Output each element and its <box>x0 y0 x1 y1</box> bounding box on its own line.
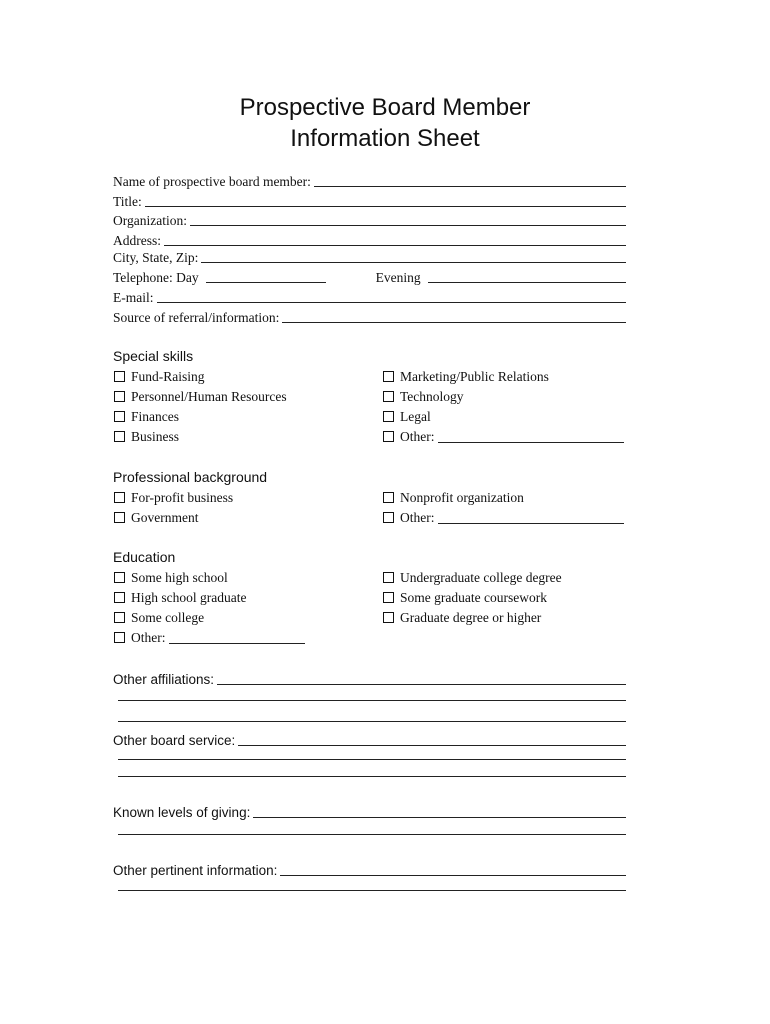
education-undergraduate-option[interactable] <box>383 569 562 586</box>
option-label: Some graduate coursework <box>400 590 547 605</box>
checkbox-icon[interactable] <box>383 592 394 603</box>
education-other-option[interactable] <box>114 629 305 646</box>
other-pertinent-label: Other pertinent information: <box>113 863 278 878</box>
education-other-field[interactable] <box>169 631 305 644</box>
option-label: Marketing/Public Relations <box>400 369 549 384</box>
title-row <box>113 190 626 210</box>
option-label: Legal <box>400 409 431 424</box>
option-label: Other: <box>131 630 166 645</box>
education-high-school-graduate-option[interactable] <box>114 589 246 606</box>
skill-marketing-option[interactable] <box>383 368 549 385</box>
option-label: Some college <box>131 610 205 625</box>
email-field[interactable] <box>157 301 627 303</box>
special-skills-heading: Special skills <box>113 348 194 364</box>
name-field[interactable] <box>314 185 626 187</box>
option-label: Technology <box>400 389 464 404</box>
city-row <box>113 246 626 266</box>
email-label: E-mail: <box>113 290 154 305</box>
option-label: Some high school <box>131 570 228 585</box>
title-label: Title: <box>113 194 142 209</box>
education-heading: Education <box>113 549 176 565</box>
background-for-profit-option[interactable] <box>114 489 233 506</box>
skill-fund-raising-option[interactable] <box>114 368 205 385</box>
option-label: For-profit business <box>131 490 234 505</box>
option-label: Government <box>131 510 199 525</box>
background-nonprofit-option[interactable] <box>383 489 524 506</box>
name-label: Name of prospective board member: <box>113 174 311 189</box>
checkbox-icon[interactable] <box>383 411 394 422</box>
checkbox-icon[interactable] <box>383 391 394 402</box>
skill-finances-option[interactable] <box>114 408 179 425</box>
organization-label: Organization: <box>113 213 187 228</box>
checkbox-icon[interactable] <box>383 612 394 623</box>
other-affiliations-line-2[interactable] <box>118 700 626 701</box>
checkbox-icon[interactable] <box>114 612 125 623</box>
other-board-service-label: Other board service: <box>113 733 236 748</box>
skill-technology-option[interactable] <box>383 388 464 405</box>
known-giving-field[interactable] <box>253 816 626 818</box>
source-row <box>113 306 626 326</box>
telephone-day-label: Telephone: Day <box>113 270 199 285</box>
education-some-college-option[interactable] <box>114 609 204 626</box>
checkbox-icon[interactable] <box>383 371 394 382</box>
option-label: Undergraduate college degree <box>400 570 562 585</box>
skill-legal-option[interactable] <box>383 408 431 425</box>
form-title-line-2: Information Sheet <box>290 125 480 152</box>
checkbox-icon[interactable] <box>383 512 394 523</box>
telephone-row <box>113 266 626 286</box>
known-giving-row <box>113 801 626 821</box>
background-other-field[interactable] <box>438 511 624 524</box>
checkbox-icon[interactable] <box>114 632 125 643</box>
option-label: Business <box>131 429 180 444</box>
checkbox-icon[interactable] <box>383 492 394 503</box>
background-other-option[interactable] <box>383 509 624 526</box>
other-board-service-line-2[interactable] <box>118 759 626 760</box>
other-affiliations-field[interactable] <box>217 683 626 685</box>
name-row <box>113 170 626 190</box>
other-board-service-field[interactable] <box>238 744 626 746</box>
organization-field[interactable] <box>190 224 626 226</box>
other-board-service-line-3[interactable] <box>118 776 626 777</box>
professional-background-heading: Professional background <box>113 469 268 485</box>
email-row <box>113 286 626 306</box>
known-giving-label: Known levels of giving: <box>113 805 251 820</box>
option-label: Nonprofit organization <box>400 490 524 505</box>
checkbox-icon[interactable] <box>383 572 394 583</box>
option-label: Fund-Raising <box>131 369 205 384</box>
other-board-service-row <box>113 729 626 749</box>
option-label: Finances <box>131 409 179 424</box>
source-field[interactable] <box>282 321 626 323</box>
telephone-evening-label: Evening <box>375 270 421 285</box>
checkbox-icon[interactable] <box>114 371 125 382</box>
checkbox-icon[interactable] <box>114 431 125 442</box>
form-title-line-1: Prospective Board Member <box>239 94 531 121</box>
checkbox-icon[interactable] <box>114 492 125 503</box>
skill-business-option[interactable] <box>114 428 179 445</box>
city-field[interactable] <box>201 261 626 263</box>
address-label: Address: <box>113 233 161 248</box>
checkbox-icon[interactable] <box>114 512 125 523</box>
telephone-day-field[interactable] <box>206 281 326 283</box>
option-label: High school graduate <box>131 590 247 605</box>
education-some-high-school-option[interactable] <box>114 569 228 586</box>
background-government-option[interactable] <box>114 509 198 526</box>
telephone-evening-field[interactable] <box>428 281 626 283</box>
option-label: Other: <box>400 510 435 525</box>
skill-other-field[interactable] <box>438 430 624 443</box>
education-graduate-degree-option[interactable] <box>383 609 541 626</box>
known-giving-line-2[interactable] <box>118 834 626 835</box>
option-label: Personnel/Human Resources <box>131 389 287 404</box>
other-pertinent-line-2[interactable] <box>118 890 626 891</box>
option-label: Graduate degree or higher <box>400 610 542 625</box>
checkbox-icon[interactable] <box>114 411 125 422</box>
other-affiliations-line-3[interactable] <box>118 721 626 722</box>
other-pertinent-row <box>113 859 626 879</box>
skill-personnel-option[interactable] <box>114 388 287 405</box>
title-field[interactable] <box>145 205 626 207</box>
checkbox-icon[interactable] <box>114 391 125 402</box>
source-label: Source of referral/information: <box>113 310 280 325</box>
city-label: City, State, Zip: <box>113 250 199 265</box>
option-label: Other: <box>400 429 435 444</box>
checkbox-icon[interactable] <box>114 572 125 583</box>
other-pertinent-field[interactable] <box>280 874 626 876</box>
other-affiliations-row <box>113 668 626 688</box>
skill-other-option[interactable] <box>383 428 624 445</box>
education-graduate-coursework-option[interactable] <box>383 589 547 606</box>
organization-row <box>113 209 626 229</box>
checkbox-icon[interactable] <box>114 592 125 603</box>
other-affiliations-label: Other affiliations: <box>113 672 215 687</box>
checkbox-icon[interactable] <box>383 431 394 442</box>
